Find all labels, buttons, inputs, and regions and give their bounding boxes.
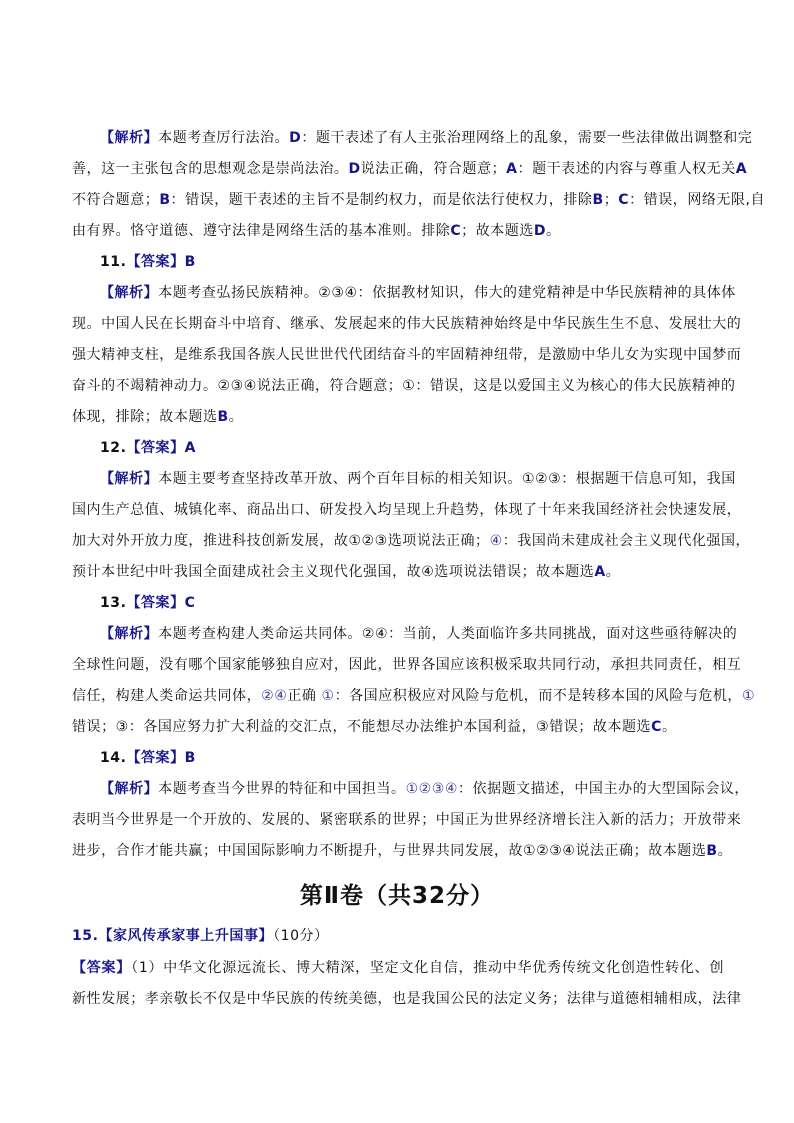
q13-answer <box>100 593 724 613</box>
text-run: B <box>217 409 229 425</box>
text-run: ① <box>741 688 756 704</box>
text-run: 【解析】 <box>100 781 159 797</box>
text-run: ：依据题文描述，中国主办的大型国际会议， <box>457 781 749 797</box>
text-run: B <box>592 192 604 208</box>
q14-analysis-line-2 <box>72 810 742 830</box>
q14-analysis-line-1 <box>100 779 749 799</box>
text-run: ：错误，网络无限,自 <box>629 192 766 208</box>
text-run: D <box>289 130 302 146</box>
text-run: ：题干表述的内容与尊重人权无关 <box>517 161 736 177</box>
text-run: 进步，合作才能共赢；中国国际影响力不断提升，与世界共同发展，故①②③④说法正确；故本题选 <box>72 843 707 859</box>
text-run: ：我国尚未建成社会主义现代化强国， <box>502 533 751 549</box>
q12-analysis-line-1 <box>100 469 736 489</box>
text-run: 。 <box>605 564 621 580</box>
text-run: 预计本世纪中叶我国全面建成社会主义现代化强国，故④选项说法错误；故本题选 <box>72 564 595 580</box>
q13-analysis-line-2 <box>72 655 742 675</box>
text-run: （1）中华文化源远流长、博大精深，坚定文化自信，推动中华优秀传统文化创造性转化、创 <box>131 960 724 976</box>
text-run: 【答案】C <box>126 595 196 611</box>
q10-analysis-line-1 <box>100 128 753 148</box>
text-run: ；故本题选 <box>461 223 534 239</box>
q10-analysis-line-2 <box>72 159 748 179</box>
q15-answer-line-2 <box>72 989 742 1009</box>
text-run: C <box>618 192 630 208</box>
text-run: 。 <box>228 409 244 425</box>
text-run: C <box>450 223 462 239</box>
q14-answer <box>100 748 724 768</box>
text-run: ④ <box>489 533 503 549</box>
text-run: 【解析】 <box>100 130 159 146</box>
section-title: 第Ⅱ卷（共32分） <box>299 883 495 909</box>
text-run: ① <box>321 688 335 704</box>
text-run: ①②③④ <box>405 781 458 797</box>
q15-answer-line-1 <box>72 958 724 978</box>
text-run: 15.【家风传承家事上升国事】 <box>72 928 274 944</box>
q15-heading <box>72 926 724 946</box>
text-run: B <box>706 843 718 859</box>
text-run: 12. <box>100 440 127 456</box>
text-run: 体现，排除；故本题选 <box>72 409 218 425</box>
text-run: 【答案】B <box>126 750 196 766</box>
text-run: 国内生产总值、城镇化率、商品出口、研发投入均呈现上升趋势，体现了十年来我国经济社会快速发展， <box>72 502 742 518</box>
text-run: ：错误，题干表述的主旨不是制约权力，而是依法行使权力，排除 <box>170 192 593 208</box>
text-run: 加大对外开放力度，推进科技创新发展，故①②③选项说法正确； <box>72 533 490 549</box>
text-run: 【解析】 <box>100 626 159 642</box>
text-run: 本题考查厉行法治。 <box>158 130 290 146</box>
text-run: 现。中国人民在长期奋斗中培育、继承、发展起来的伟大民族精神始终是中华民族生生不息、发展壮大的 <box>72 316 742 332</box>
text-run: 表明当今世界是一个开放的、发展的、紧密联系的世界；中国正为世界经济增长注入新的活力；开放带来 <box>72 812 742 828</box>
text-run: 【解析】 <box>100 471 159 487</box>
q11-analysis-line-4 <box>72 376 736 396</box>
text-run: ； <box>603 192 619 208</box>
text-run: 说法正确，符合题意； <box>360 161 507 177</box>
text-run: 信任，构建人类命运共同体， <box>72 688 262 704</box>
q13-analysis-line-3 <box>72 686 756 706</box>
text-run: A <box>594 564 606 580</box>
text-run: 【答案】 <box>72 960 132 976</box>
text-run: 错误；③：各国应努力扩大利益的交汇点，不能想尽办法维护本国利益，③错误；故本题选 <box>72 719 652 735</box>
text-run: 强大精神支柱，是维系我国各族人民世世代代团结奋斗的牢固精神纽带，是激励中华儿女为实现中国梦而 <box>72 347 742 363</box>
text-run: 。 <box>546 223 561 239</box>
q10-analysis-line-3 <box>72 190 766 210</box>
text-run: 善，这一主张包含的思想观念是崇尚法治。 <box>72 161 349 177</box>
q14-analysis-line-3 <box>72 841 733 861</box>
text-run: 14. <box>100 750 127 766</box>
text-run: B <box>159 192 171 208</box>
text-run: 。 <box>717 843 733 859</box>
q12-analysis-line-2 <box>72 500 742 520</box>
q11-analysis-line-5 <box>72 407 724 427</box>
text-run: 新性发展；孝亲敬长不仅是中华民族的传统美德，也是我国公民的法定义务；法律与道德相辅相成，法律 <box>72 991 742 1007</box>
q12-analysis-line-3 <box>72 531 751 551</box>
text-run: 不符合题意； <box>72 192 160 208</box>
text-run: 本题考查当今世界的特征和中国担当。 <box>158 781 406 797</box>
text-run: 全球性问题，没有哪个国家能够独自应对，因此，世界各国应该积极采取共同行动，承担共同责任，相互 <box>72 657 742 673</box>
q11-analysis-line-1 <box>100 283 736 303</box>
text-run: ：各国应积极应对风险与危机，而不是转移本国的风险与危机， <box>334 688 742 704</box>
text-run: D <box>348 161 361 177</box>
q13-analysis-line-1 <box>100 624 738 644</box>
text-run: 本题主要考查坚持改革开放、两个百年目标的相关知识。①②③：根据题干信息可知，我国 <box>158 471 736 487</box>
q12-analysis-line-4 <box>72 562 724 582</box>
text-run: 【解析】 <box>100 285 159 301</box>
q11-analysis-line-3 <box>72 345 742 365</box>
text-run: 11. <box>100 254 127 270</box>
text-run: A <box>735 161 748 177</box>
text-run: 。 <box>661 719 677 735</box>
q11-analysis-line-2 <box>72 314 742 334</box>
text-run: C <box>651 719 662 735</box>
text-run: A <box>506 161 518 177</box>
q10-analysis-line-4 <box>72 221 724 241</box>
text-run: 奋斗的不竭精神动力。②③④说法正确，符合题意；①：错误，这是以爱国主义为核心的伟大民族精神的 <box>72 378 736 394</box>
text-run: 本题考查构建人类命运共同体。②④：当前，人类面临许多共同挑战，面对这些亟待解决的 <box>158 626 738 642</box>
text-run: D <box>533 223 547 239</box>
text-run: 由有界。恪守道德、遵守法律是网络生活的基本准则。排除 <box>72 223 451 239</box>
text-run: 【答案】B <box>126 254 196 270</box>
q13-analysis-line-4 <box>72 717 724 737</box>
text-run: （10分） <box>273 928 329 944</box>
text-run: 本题考查弘扬民族精神。②③④：依据教材知识，伟大的建党精神是中华民族精神的具体体 <box>158 285 736 301</box>
text-run: 正确 <box>287 688 322 704</box>
text-run: 【答案】A <box>126 440 197 456</box>
q12-answer <box>100 438 724 458</box>
q11-answer <box>100 252 724 272</box>
text-run: ：题干表述了有人主张治理网络上的乱象，需要一些法律做出调整和完 <box>301 130 753 146</box>
text-run: ②④ <box>261 688 288 704</box>
text-run: 13. <box>100 595 127 611</box>
